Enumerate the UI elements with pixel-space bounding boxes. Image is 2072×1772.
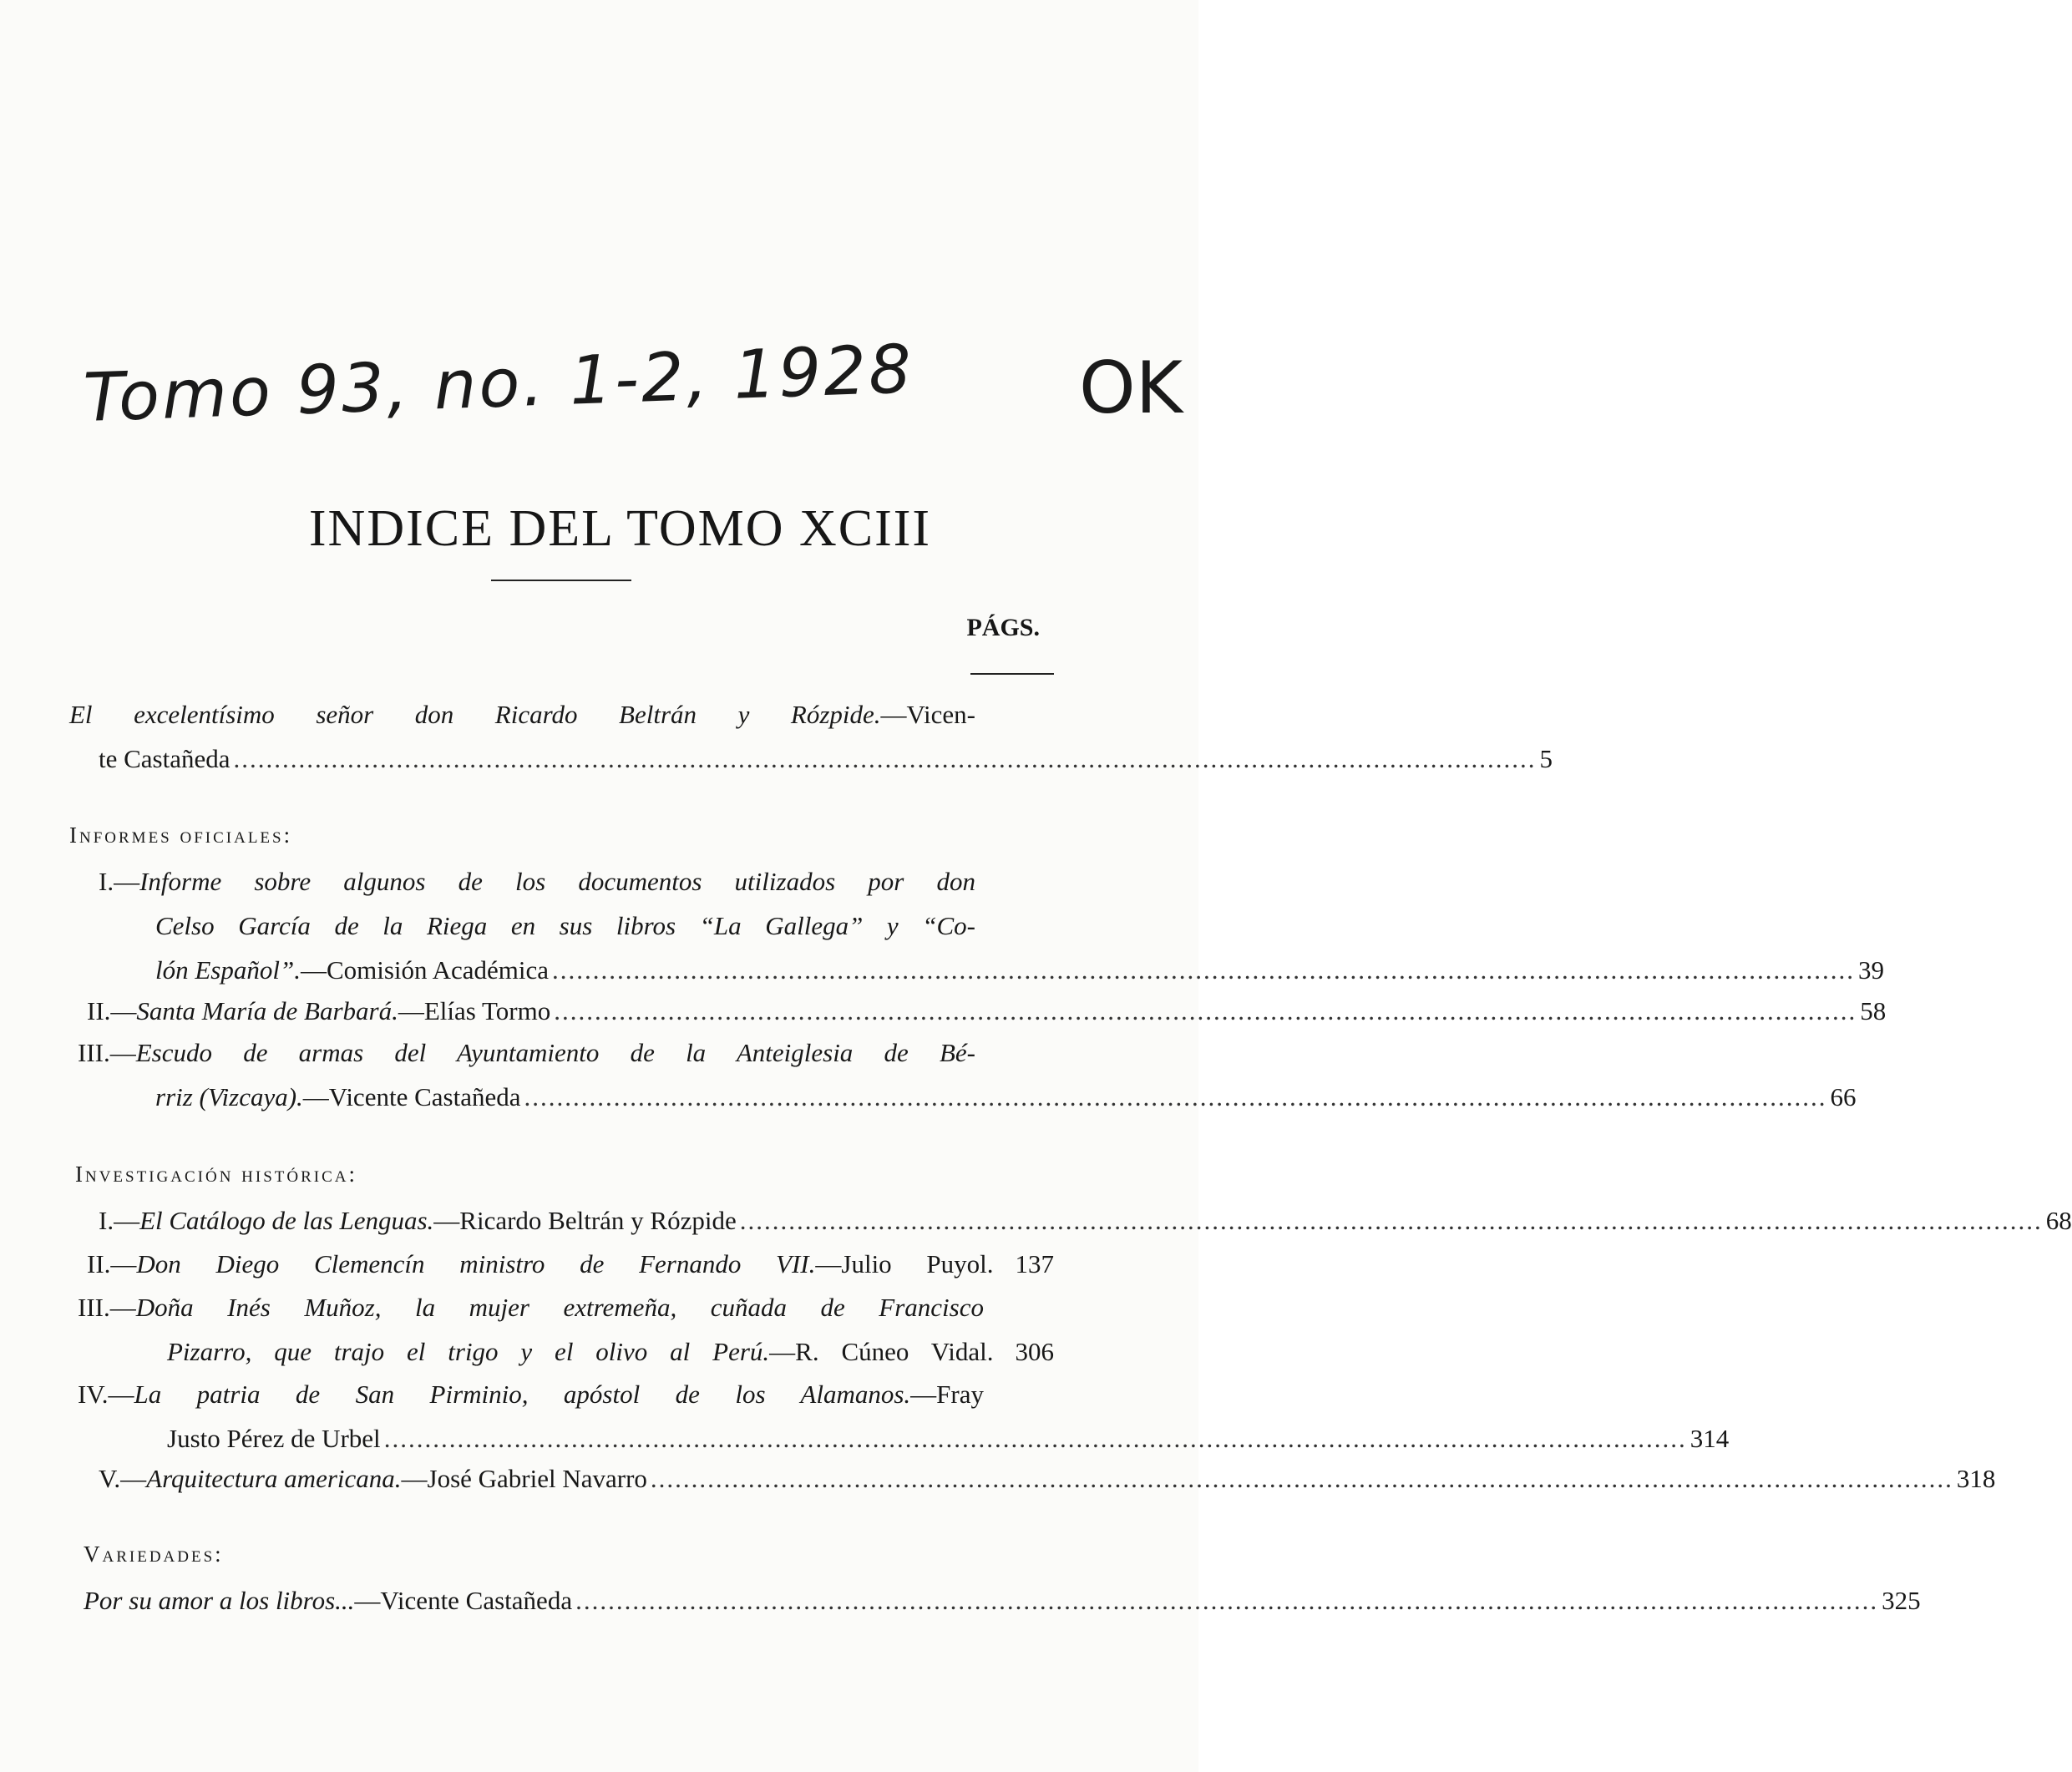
entry-author: —Vicen- bbox=[880, 700, 975, 729]
section-heading-informes: Informes oficiales: bbox=[69, 823, 293, 848]
toc-entry-informes-1-line2 bbox=[155, 911, 975, 954]
title-divider bbox=[491, 580, 631, 581]
entry-title: Don Diego Clemencín ministro de Fernando VII. bbox=[136, 1249, 816, 1278]
page-number: 314 bbox=[1690, 1424, 1730, 1453]
entry-title: El excelentísimo señor don Ricardo Beltrán y Rózpide. bbox=[69, 700, 881, 729]
entry-title: Doña Inés Muñoz, la mujer extremeña, cuñada de Francisco bbox=[135, 1293, 984, 1322]
page-number: 306 bbox=[1015, 1337, 1054, 1366]
entry-author: —Vicente Castañeda bbox=[302, 1082, 521, 1111]
toc-entry-informes-1-line1 bbox=[99, 867, 975, 910]
entry-numeral: IV.— bbox=[78, 1380, 134, 1409]
toc-entry-informes-2 bbox=[87, 996, 1887, 1040]
dot-leader: ................................................................................................................................................................ bbox=[650, 1464, 1953, 1493]
entry-author: —R. Cúneo Vidal. bbox=[769, 1337, 994, 1366]
entry-author: —Julio Puyol. bbox=[815, 1249, 994, 1278]
toc-entry-investigacion-2 bbox=[87, 1249, 1054, 1293]
page-number: 325 bbox=[1882, 1586, 1921, 1615]
entry-author: Justo Pérez de Urbel bbox=[167, 1424, 381, 1453]
page-number: 318 bbox=[1956, 1464, 1996, 1493]
toc-entry-investigacion-4-line2 bbox=[167, 1424, 1730, 1467]
page-number: 5 bbox=[1539, 744, 1553, 773]
entry-numeral: II.— bbox=[87, 1249, 137, 1278]
entry-numeral: V.— bbox=[99, 1464, 147, 1493]
toc-entry-investigacion-3-line1 bbox=[78, 1293, 984, 1336]
toc-entry-investigacion-3-line2 bbox=[167, 1337, 1054, 1380]
entry-numeral: II.— bbox=[87, 996, 137, 1025]
entry-title: rriz (Vizcaya). bbox=[155, 1082, 303, 1111]
section-heading-variedades: Variedades: bbox=[84, 1542, 224, 1567]
entry-numeral: III.— bbox=[78, 1293, 136, 1322]
page-number: 68 bbox=[2045, 1206, 2072, 1235]
entry-author: —Ricardo Beltrán y Rózpide bbox=[433, 1206, 737, 1235]
dot-leader: ................................................................................................................................................................ bbox=[524, 1082, 1827, 1111]
entry-title: Santa María de Barbará. bbox=[136, 996, 398, 1025]
handwritten-annotation: Tomo 93, no. 1-2, 1928 bbox=[82, 330, 915, 437]
toc-entry-informes-1-line3 bbox=[155, 955, 1884, 999]
pages-column-header: PÁGS. bbox=[966, 614, 1040, 641]
toc-entry-investigacion-1 bbox=[99, 1206, 2072, 1249]
entry-author: —Comisión Académica bbox=[300, 955, 549, 985]
entry-numeral: III.— bbox=[78, 1038, 136, 1067]
entry-numeral: I.— bbox=[99, 867, 140, 896]
entry-title: Escudo de armas del Ayuntamiento de la Anteiglesia de Bé- bbox=[135, 1038, 975, 1067]
dot-leader: ................................................................................................................................................................ bbox=[575, 1586, 1879, 1615]
dot-leader: ................................................................................................................................................................ bbox=[739, 1206, 2043, 1235]
entry-author: —Vicente Castañeda bbox=[354, 1586, 573, 1615]
section-heading-investigacion: Investigación histórica: bbox=[75, 1162, 358, 1187]
page-number: 137 bbox=[1015, 1249, 1054, 1278]
dot-leader: ................................................................................................................................................................ bbox=[552, 955, 1855, 985]
entry-author: te Castañeda bbox=[99, 744, 231, 773]
toc-entry-informes-3-line2 bbox=[155, 1082, 1857, 1126]
entry-title: Informe sobre algunos de los documentos utilizados por don bbox=[139, 867, 975, 896]
toc-entry-intro-line2 bbox=[99, 744, 1553, 787]
entry-author: —Fray bbox=[910, 1380, 984, 1409]
toc-entry-investigacion-4-line1 bbox=[78, 1380, 984, 1423]
dot-leader: ................................................................................................................................................................ bbox=[383, 1424, 1687, 1453]
pages-column-divider bbox=[970, 673, 1054, 675]
entry-title: El Catálogo de las Lenguas. bbox=[139, 1206, 434, 1235]
entry-author: —José Gabriel Navarro bbox=[401, 1464, 647, 1493]
entry-title: La patria de San Pirminio, apóstol de los Alamanos. bbox=[134, 1380, 911, 1409]
entry-title: Pizarro, que trajo el trigo y el olivo al Perú. bbox=[167, 1337, 770, 1366]
dot-leader: ................................................................................................................................................................ bbox=[233, 744, 1537, 773]
entry-title: Por su amor a los libros... bbox=[84, 1586, 355, 1615]
toc-entry-informes-3-line1 bbox=[78, 1038, 975, 1081]
page-title: INDICE DEL TOMO XCIII bbox=[308, 500, 932, 557]
entry-title: Arquitectura americana. bbox=[146, 1464, 402, 1493]
entry-numeral: I.— bbox=[99, 1206, 140, 1235]
entry-author: —Elías Tormo bbox=[398, 996, 551, 1025]
entry-title: Celso García de la Riega en sus libros “La Gallega” y “Co- bbox=[155, 911, 975, 940]
page-number: 66 bbox=[1830, 1082, 1857, 1111]
dot-leader: ................................................................................................................................................................ bbox=[554, 996, 1857, 1025]
page-number: 39 bbox=[1858, 955, 1884, 985]
toc-entry-investigacion-5 bbox=[99, 1464, 1996, 1507]
entry-title: lón Español”. bbox=[155, 955, 301, 985]
toc-entry-variedades-1 bbox=[84, 1586, 1921, 1629]
page-number: 58 bbox=[1860, 996, 1887, 1025]
toc-entry-intro-line1 bbox=[69, 700, 975, 743]
handwritten-ok-mark: OK bbox=[1079, 347, 1183, 430]
